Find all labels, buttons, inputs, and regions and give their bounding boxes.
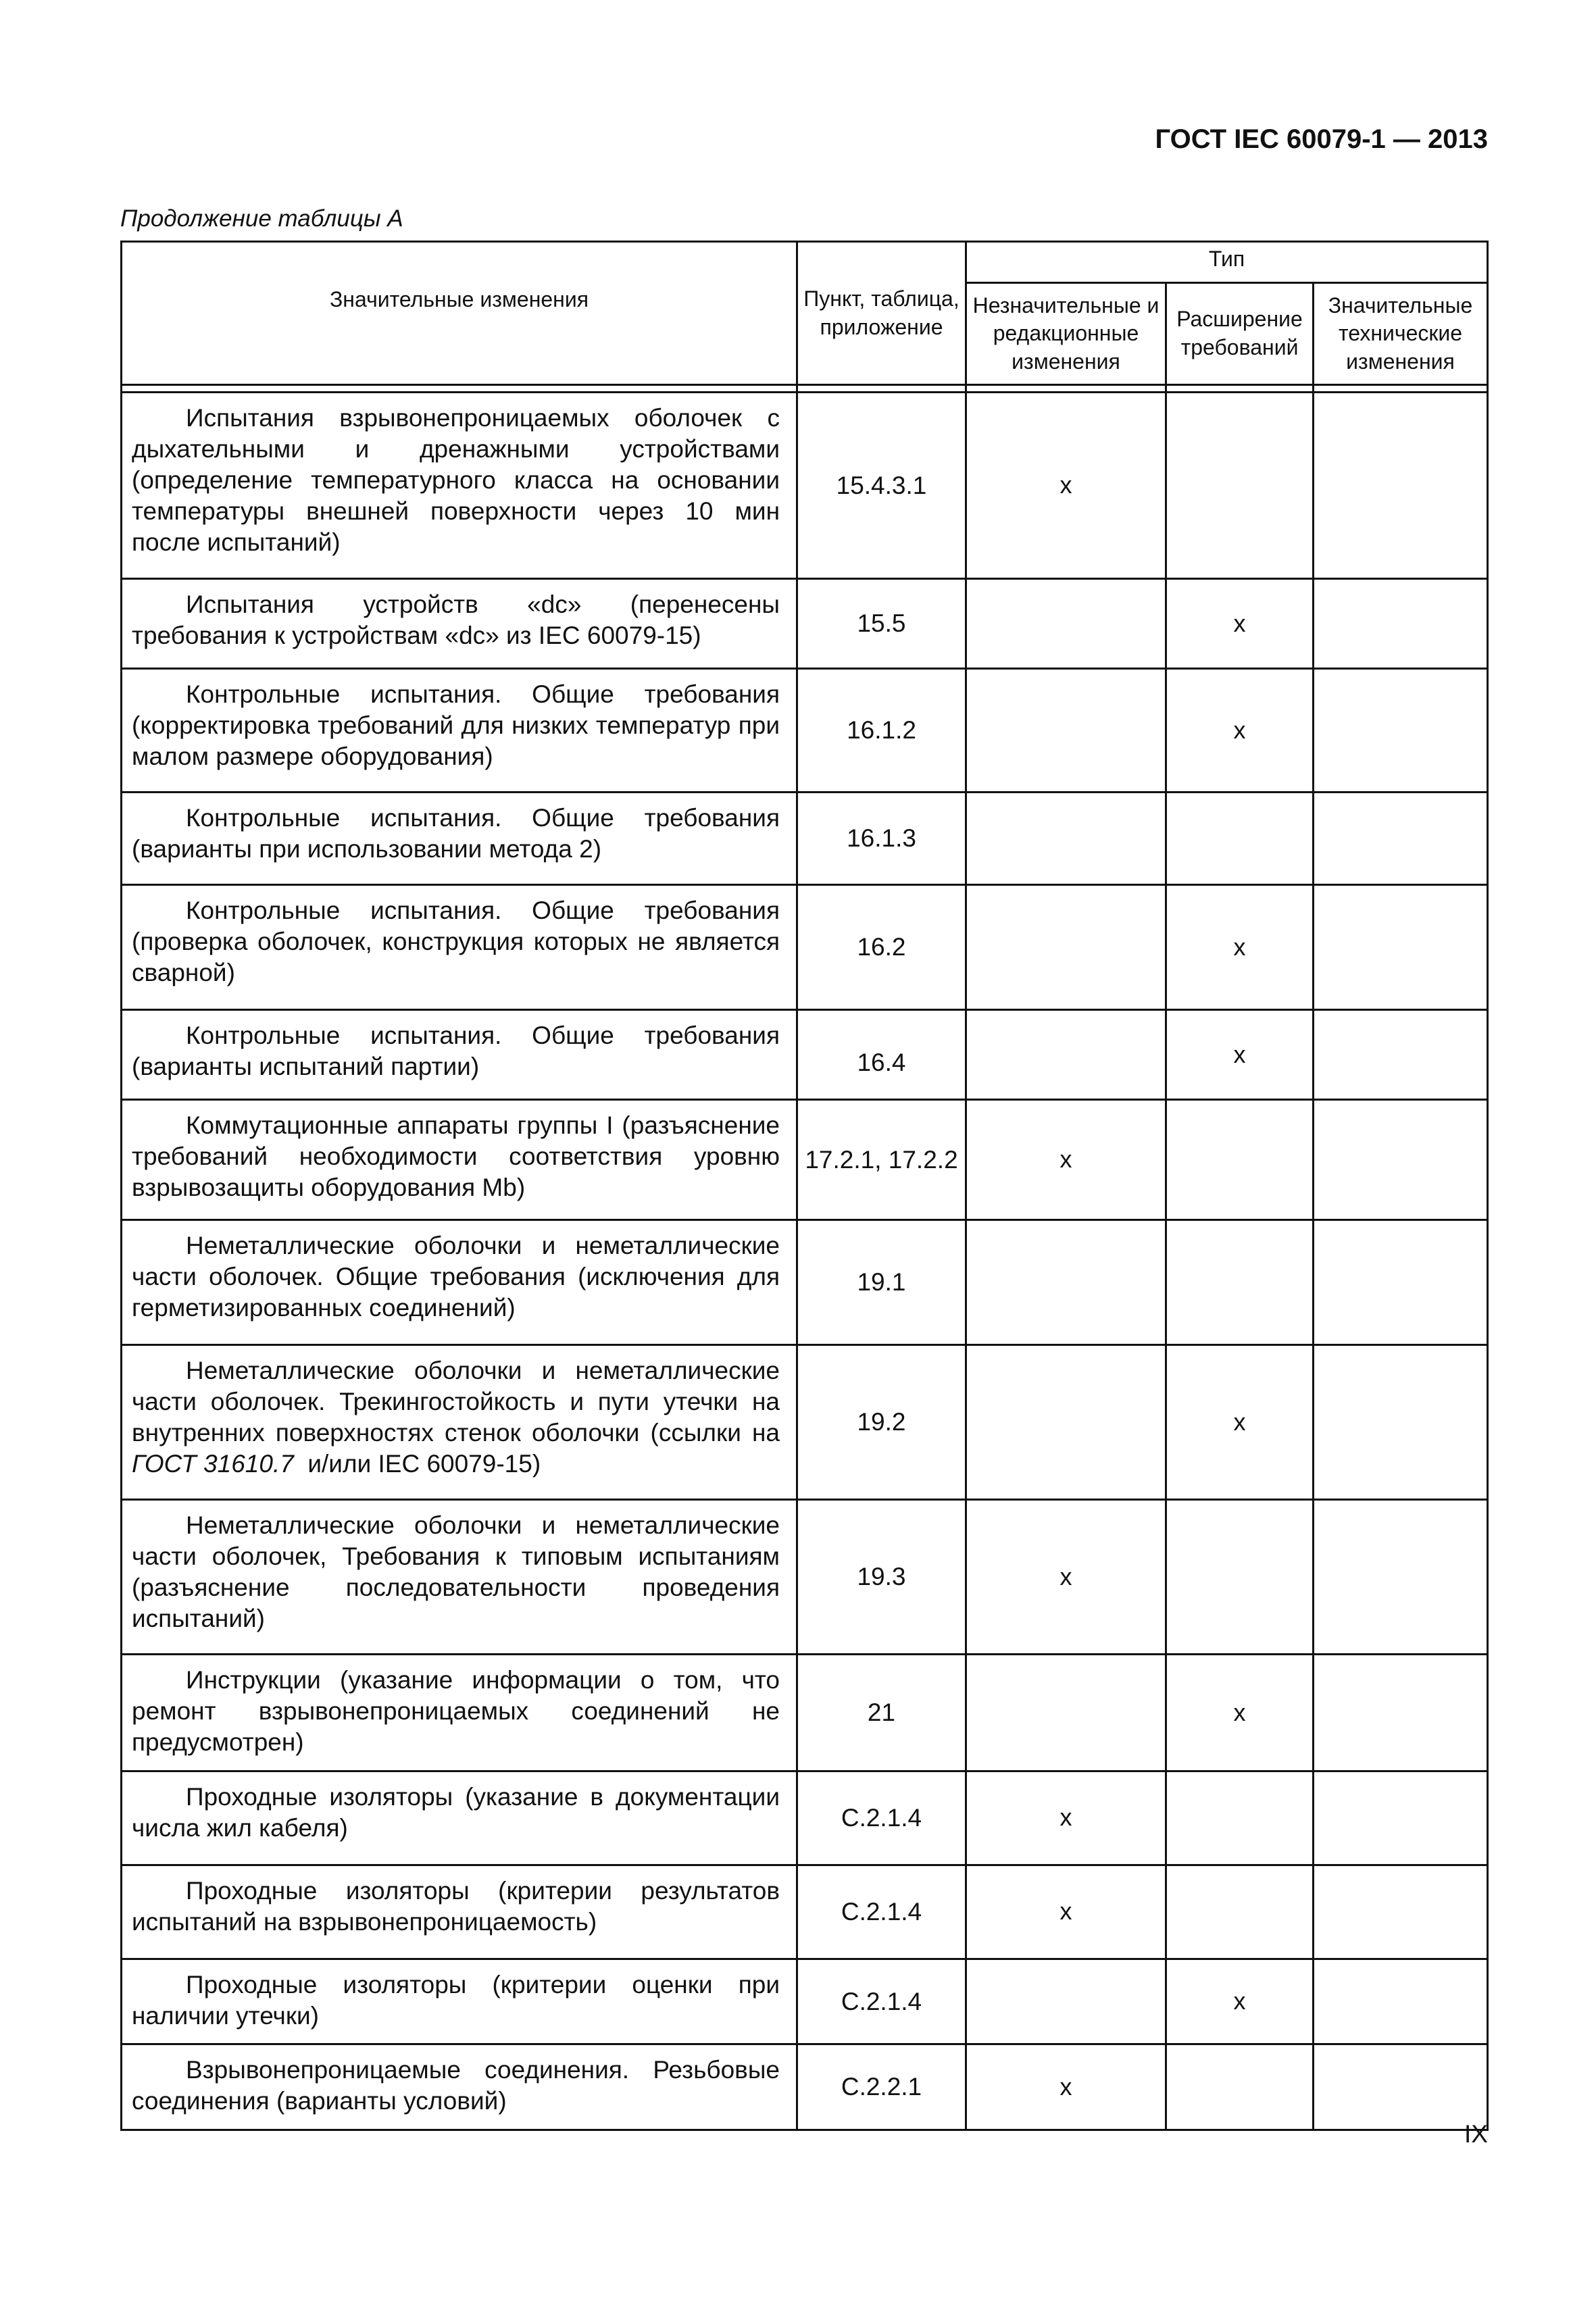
change-description: Неметаллические оболочки и неметаллические части оболочек. Трекингостойкость и пути утечки на внутренних поверхностях стенок оболочки (ссылки на ГОСТ 31610.7 и/или IEC 60079-15) [122,1345,797,1500]
extension-mark: x [1166,1655,1314,1771]
minor-mark [966,1345,1166,1500]
major-mark [1314,1220,1488,1345]
change-description: Неметаллические оболочки и неметаллические части оболочек. Общие требования (исключения для герметизированных соединений) [122,1220,797,1345]
major-mark [1314,1500,1488,1655]
clause-ref: 16.4 [797,1010,966,1100]
major-mark [1314,793,1488,885]
extension-mark [1166,1500,1314,1655]
major-mark [1314,1655,1488,1771]
extension-mark: x [1166,579,1314,669]
extension-mark [1166,1865,1314,1959]
header-clause: Пункт, таблица, приложение [797,242,966,385]
minor-mark [966,1655,1166,1771]
change-description: Коммутационные аппараты группы I (разъяснение требований необходимости соответствия уровню взрывозащиты оборудования Mb) [122,1100,797,1220]
clause-ref: 15.4.3.1 [797,393,966,579]
extension-mark: x [1166,1345,1314,1500]
clause-ref: C.2.1.4 [797,1959,966,2044]
change-description: Контрольные испытания. Общие требования (варианты испытаний партии) [122,1010,797,1100]
table-row [122,669,1488,793]
major-mark [1314,1771,1488,1865]
minor-mark: x [966,2044,1166,2130]
change-description: Неметаллические оболочки и неметаллические части оболочек, Требования к типовым испытаниям (разъяснение последовательности проведения испытаний) [122,1500,797,1655]
table-row [122,1345,1488,1500]
minor-mark [966,1010,1166,1100]
table-row [122,393,1488,579]
header-type: Тип [966,242,1488,283]
table-caption: Продолжение таблицы А [120,205,403,232]
minor-mark [966,669,1166,793]
table-row [122,1655,1488,1771]
extension-mark [1166,1100,1314,1220]
change-description: Контрольные испытания. Общие требования (проверка оболочек, конструкция которых не является сварной) [122,885,797,1010]
change-description: Проходные изоляторы (указание в документации числа жил кабеля) [122,1771,797,1865]
major-mark [1314,393,1488,579]
minor-mark [966,793,1166,885]
extension-mark [1166,393,1314,579]
extension-mark: x [1166,669,1314,793]
minor-mark: x [966,393,1166,579]
clause-ref: C.2.2.1 [797,2044,966,2130]
table-row [122,885,1488,1010]
header-significant-changes: Значительные изменения [122,242,797,385]
clause-ref: 21 [797,1655,966,1771]
change-description: Инструкции (указание информации о том, что ремонт взрывонепроницаемых соединений не предусмотрен) [122,1655,797,1771]
table-row [122,579,1488,669]
clause-ref: 16.1.2 [797,669,966,793]
table-row [122,1010,1488,1100]
minor-mark: x [966,1865,1166,1959]
header-minor-changes: Незначительные и редакционные изменения [966,283,1166,385]
table-row [122,1959,1488,2044]
change-description: Контрольные испытания. Общие требования (корректировка требований для низких температур при малом размере оборудования) [122,669,797,793]
extension-mark [1166,793,1314,885]
clause-ref: 15.5 [797,579,966,669]
clause-ref: 16.2 [797,885,966,1010]
table-row [122,1865,1488,1959]
minor-mark [966,1220,1166,1345]
table-row [122,1100,1488,1220]
major-mark [1314,1100,1488,1220]
major-mark [1314,1865,1488,1959]
extension-mark: x [1166,1010,1314,1100]
major-mark [1314,2044,1488,2130]
major-mark [1314,885,1488,1010]
minor-mark [966,579,1166,669]
change-description: Взрывонепроницаемые соединения. Резьбовые соединения (варианты условий) [122,2044,797,2130]
header-separator [122,385,1488,393]
minor-mark: x [966,1500,1166,1655]
change-description: Проходные изоляторы (критерии оценки при наличии утечки) [122,1959,797,2044]
clause-ref: 19.1 [797,1220,966,1345]
table-row [122,2044,1488,2130]
major-mark [1314,1345,1488,1500]
major-mark [1314,579,1488,669]
change-description: Испытания взрывонепроницаемых оболочек с дыхательными и дренажными устройствами (определение температурного класса на основании температуры внешней поверхности через 10 мин после испытаний) [122,393,797,579]
minor-mark: x [966,1100,1166,1220]
standard-reference: ГОСТ 31610.7 [132,1449,294,1478]
major-mark [1314,1959,1488,2044]
header-major-changes: Значительные технические изменения [1314,283,1488,385]
clause-ref: C.2.1.4 [797,1771,966,1865]
clause-ref: 17.2.1, 17.2.2 [797,1100,966,1220]
extension-mark: x [1166,1959,1314,2044]
page-number: IX [1464,2120,1488,2148]
major-mark [1314,669,1488,793]
table-row [122,1500,1488,1655]
change-description: Контрольные испытания. Общие требования (варианты при использовании метода 2) [122,793,797,885]
table-row [122,1771,1488,1865]
clause-ref: 16.1.3 [797,793,966,885]
clause-ref: C.2.1.4 [797,1865,966,1959]
change-description: Проходные изоляторы (критерии результатов испытаний на взрывонепроницаемость) [122,1865,797,1959]
clause-ref: 19.2 [797,1345,966,1500]
table-row [122,793,1488,885]
extension-mark [1166,1771,1314,1865]
minor-mark [966,885,1166,1010]
changes-table [120,241,1489,2131]
extension-mark [1166,1220,1314,1345]
header-extension: Расширение требований [1166,283,1314,385]
table-row [122,1220,1488,1345]
major-mark [1314,1010,1488,1100]
minor-mark [966,1959,1166,2044]
document-header: ГОСТ IEC 60079-1 — 2013 [1155,124,1488,154]
clause-ref: 19.3 [797,1500,966,1655]
extension-mark [1166,2044,1314,2130]
change-description: Испытания устройств «dc» (перенесены требования к устройствам «dc» из IEC 60079-15) [122,579,797,669]
minor-mark: x [966,1771,1166,1865]
extension-mark: x [1166,885,1314,1010]
